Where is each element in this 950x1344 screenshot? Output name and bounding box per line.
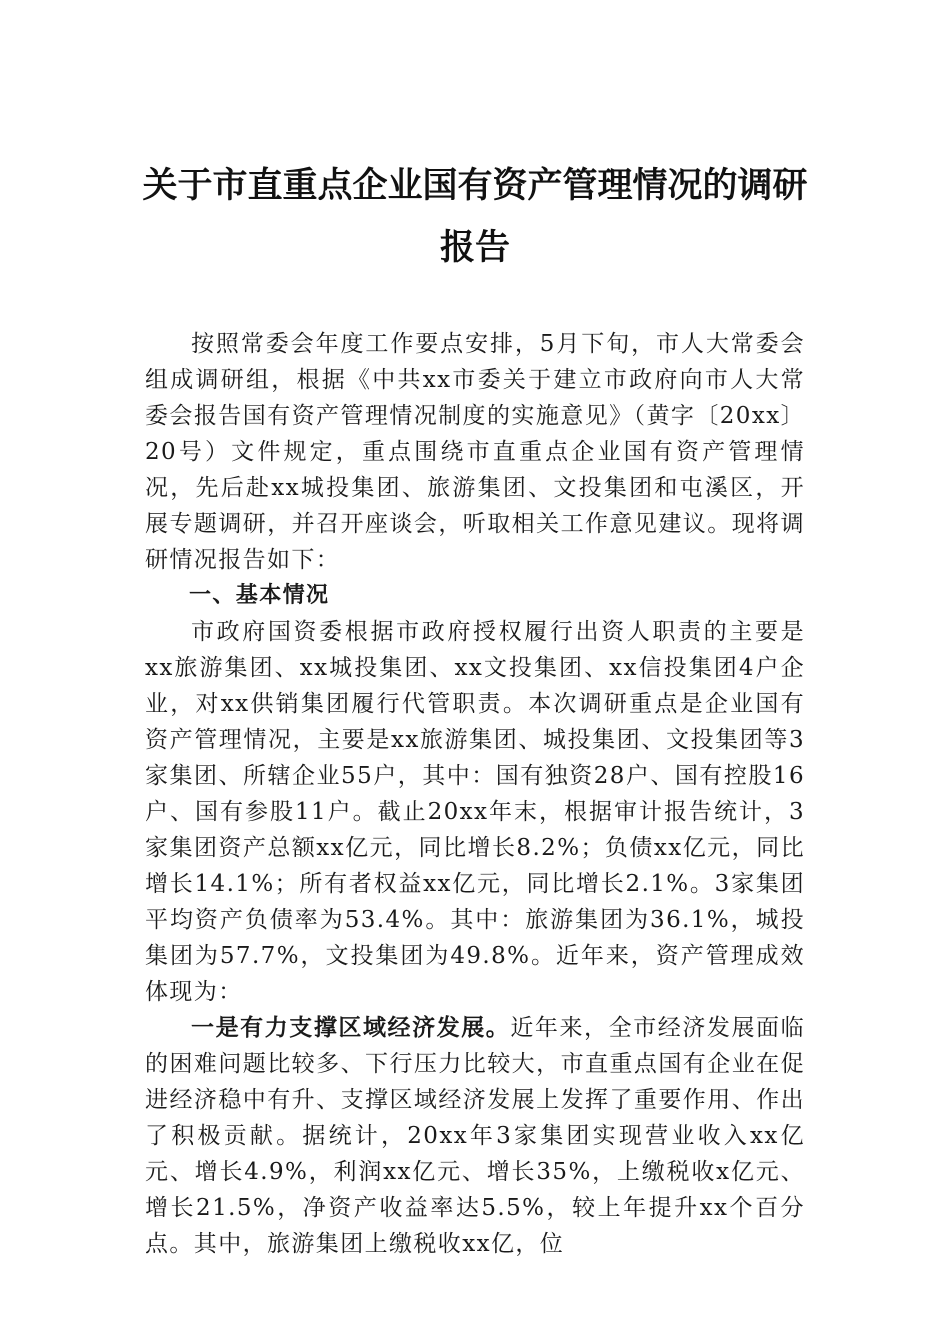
- point-one-body: 近年来，全市经济发展面临的困难问题比较多、下行压力比较大，市直重点国有企业在促进经济稳中有升、支撑区域经济发展上发挥了重要作用、作出了积极贡献。据统计，20xx年3家集团实现营业收入xx亿元、增长4.9%，利润xx亿元、增长35%，上缴税收x亿元、增长21.5%，净资产收益率达5.5%，较上年提升xx个百分点。其中，旅游集团上缴税收xx亿，位: [145, 1015, 805, 1257]
- document-title: 关于市直重点企业国有资产管理情况的调研报告: [142, 165, 808, 268]
- section-heading-basic-situation: 一、基本情况: [189, 583, 330, 608]
- point-one-paragraph: [145, 1010, 805, 1262]
- basic-situation-paragraph: 市政府国资委根据市政府授权履行出资人职责的主要是xx旅游集团、xx城投集团、xx文投集团、xx信投集团4户企业，对xx供销集团履行代管职责。本次调研重点是企业国有资产管理情况，主要是xx旅游集团、城投集团、文投集团等3家集团、所辖企业55户，其中：国有独资28户、国有控股16户、国有参股11户。截止20xx年末，根据审计报告统计，3家集团资产总额xx亿元，同比增长8.2%；负债xx亿元，同比增长14.1%；所有者权益xx亿元，同比增长2.1%。3家集团平均资产负债率为53.4%。其中：旅游集团为36.1%，城投集团为57.7%，文投集团为49.8%。近年来，资产管理成效体现为：: [145, 619, 805, 1005]
- intro-paragraph: 按照常委会年度工作要点安排，5月下旬，市人大常委会组成调研组，根据《中共xx市委关于建立市政府向市人大常委会报告国有资产管理情况制度的实施意见》（黄字〔20xx〕20号）文件规定，重点围绕市直重点企业国有资产管理情况，先后赴xx城投集团、旅游集团、文投集团和屯溪区，开展专题调研，并召开座谈会，听取相关工作意见建议。现将调研情况报告如下：: [145, 331, 805, 573]
- point-one-lead: 一是有力支撑区域经济发展。: [191, 1014, 511, 1041]
- document-body: [145, 326, 805, 1262]
